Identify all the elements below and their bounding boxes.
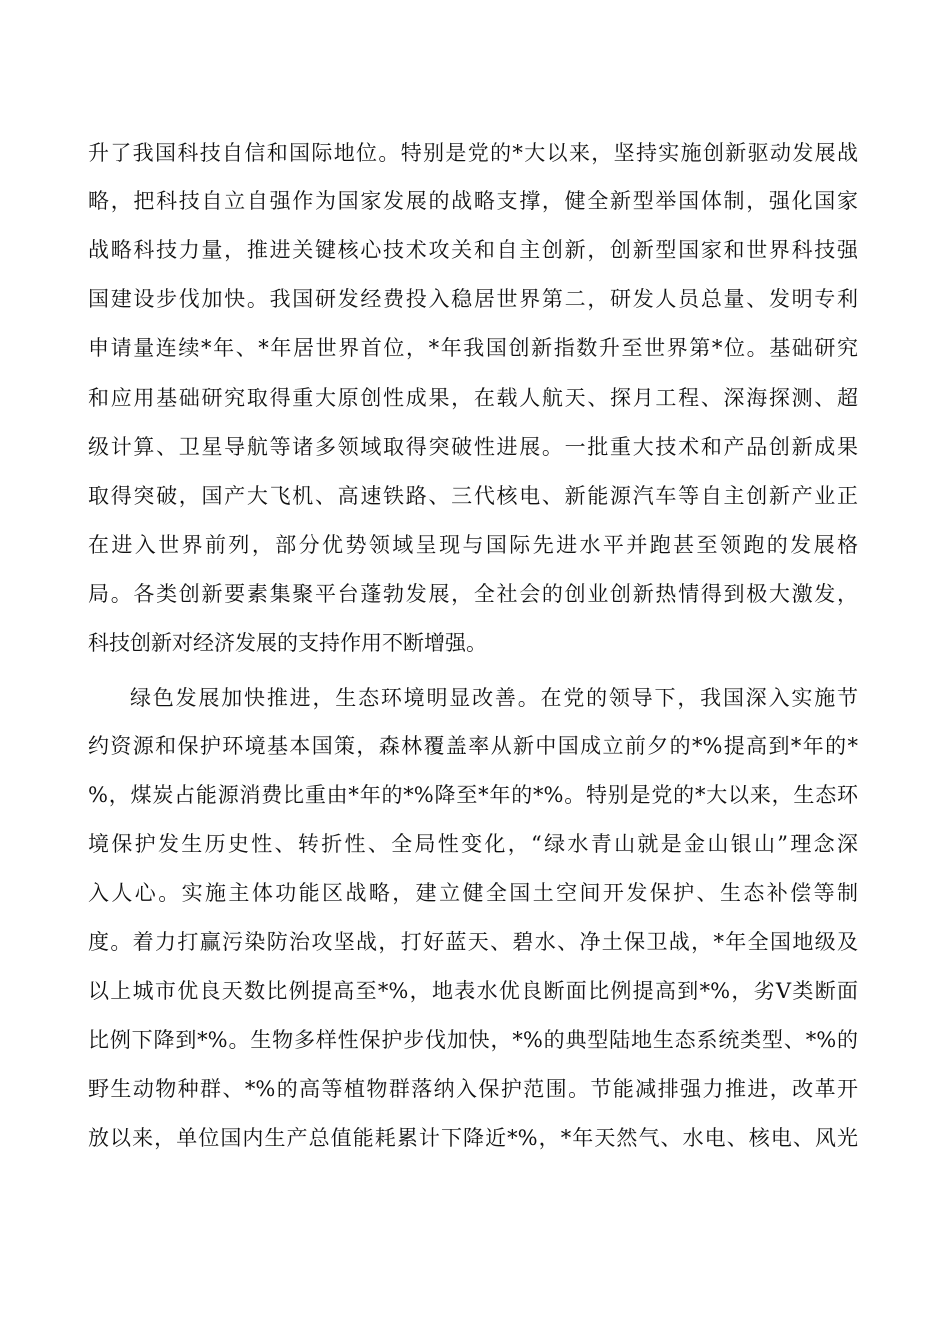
- paragraph-line: 以上城市优良天数比例提高至*%，地表水优良断面比例提高到*%，劣Ⅴ类断面: [88, 979, 858, 1003]
- paragraph-line: 级计算、卫星导航等诸多领域取得突破性进展。一批重大技术和产品创新成果: [88, 435, 858, 459]
- paragraph-first-line: 绿色发展加快推进，生态环境明显改善。在党的领导下，我国深入实施节: [130, 686, 858, 710]
- paragraph-line: 升了我国科技自信和国际地位。特别是党的*大以来，坚持实施创新驱动发展战: [88, 141, 858, 165]
- paragraph-line: 和应用基础研究取得重大原创性成果，在载人航天、探月工程、深海探测、超: [88, 386, 858, 410]
- paragraph-line: 度。着力打赢污染防治攻坚战，打好蓝天、碧水、净土保卫战，*年全国地级及: [88, 930, 858, 954]
- paragraph-line: 境保护发生历史性、转折性、全局性变化，“绿水青山就是金山银山”理念深: [88, 832, 858, 856]
- paragraph-line: 放以来，单位国内生产总值能耗累计下降近*%，*年天然气、水电、核电、风光: [88, 1126, 858, 1150]
- paragraph-line: 比例下降到*%。生物多样性保护步伐加快，*%的典型陆地生态系统类型、*%的: [88, 1028, 858, 1052]
- paragraph-line: 国建设步伐加快。我国研发经费投入稳居世界第二，研发人员总量、发明专利: [88, 287, 858, 311]
- paragraph-line: 局。各类创新要素集聚平台蓬勃发展，全社会的创业创新热情得到极大激发，: [88, 582, 858, 606]
- paragraph-line: %，煤炭占能源消费比重由*年的*%降至*年的*%。特别是党的*大以来，生态环: [88, 783, 858, 807]
- paragraph-line: 战略科技力量，推进关键核心技术攻关和自主创新，创新型国家和世界科技强: [88, 238, 858, 262]
- paragraph-line: 在进入世界前列，部分优势领域呈现与国际先进水平并跑甚至领跑的发展格: [88, 533, 858, 557]
- paragraph-line: 申请量连续*年、*年居世界首位，*年我国创新指数升至世界第*位。基础研究: [88, 336, 858, 360]
- paragraph-line: 约资源和保护环境基本国策，森林覆盖率从新中国成立前夕的*%提高到*年的*: [88, 734, 858, 758]
- paragraph-line: 科技创新对经济发展的支持作用不断增强。: [88, 631, 487, 655]
- paragraph-line: 入人心。实施主体功能区战略，建立健全国土空间开发保护、生态补偿等制: [88, 881, 858, 905]
- paragraph-line: 取得突破，国产大飞机、高速铁路、三代核电、新能源汽车等自主创新产业正: [88, 484, 858, 508]
- paragraph-line: 略，把科技自立自强作为国家发展的战略支撑，健全新型举国体制，强化国家: [88, 189, 858, 213]
- paragraph-line: 野生动物种群、*%的高等植物群落纳入保护范围。节能减排强力推进，改革开: [88, 1077, 858, 1101]
